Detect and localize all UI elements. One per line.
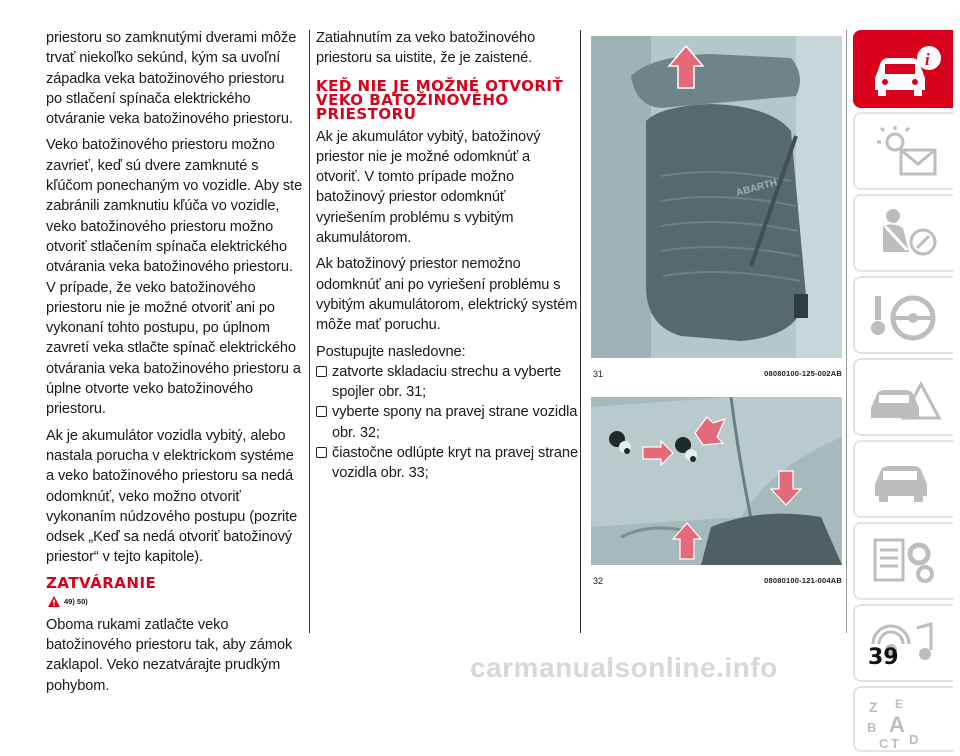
column-divider	[580, 30, 581, 633]
warning-triangle-icon	[48, 596, 60, 607]
figure-number: 32	[593, 576, 604, 586]
figure-31-image	[591, 36, 842, 358]
section-heading-closing: ZATVÁRANIE	[46, 573, 157, 592]
tab-maintenance[interactable]	[853, 440, 953, 518]
index-letter: A	[889, 712, 905, 737]
watermark[interactable]: carmanualsonline.info	[470, 652, 778, 683]
figure-code: 08080100-121-004AB	[764, 576, 842, 585]
step-text: zatvorte skladaciu strechu a vyberte spojler obr. 31;	[332, 363, 562, 401]
svg-text:i: i	[925, 50, 930, 69]
tab-driving[interactable]	[853, 276, 953, 354]
index-letter: C	[879, 736, 889, 750]
checkbox-bullet-icon	[316, 406, 327, 417]
paragraph: priestoru so zamknutými dverami môže trvať niekoľko sekúnd, kým sa uvoľní západka veka batožinového priestoru po stlačení spínača elektrického otváranie veka batožinového priestoru.	[46, 30, 297, 128]
paragraph: Oboma rukami zatlačte veko batožinového priestoru tak, aby zámok zaklapol. Veko nezatvárajte prudkým pohybom.	[46, 616, 293, 694]
tab-car-info[interactable]	[853, 30, 953, 108]
left-column	[46, 28, 304, 702]
tab-index[interactable]	[853, 686, 953, 752]
car-info-icon	[865, 40, 945, 100]
figure-code: 08080100-125-002AB	[764, 369, 842, 378]
warning-lights-icon	[865, 122, 945, 182]
index-letter: B	[867, 720, 877, 735]
figure-number: 31	[593, 369, 604, 379]
emergency-icon	[865, 368, 945, 428]
step-text: čiastočne odlúpte kryt na pravej strane vozidla obr. 33;	[332, 445, 578, 482]
tab-warning-lights[interactable]	[853, 112, 953, 190]
technical-data-icon	[865, 532, 945, 592]
tab-safety[interactable]	[853, 194, 953, 272]
middle-column	[316, 28, 578, 488]
maintenance-icon	[865, 450, 945, 510]
paragraph: Ak je akumulátor vybitý, batožinový priestor nie je možné odomknúť a otvoriť. V tomto prípade možno batožinový priestor odomknúť vyriešením problému s vybitým akumulátorom.	[316, 128, 541, 247]
safety-icon	[865, 204, 945, 264]
index-letter: D	[909, 732, 919, 747]
trunk-clips-illustration	[591, 397, 842, 565]
paragraph: Postupujte nasledovne:	[316, 343, 466, 360]
column-divider	[309, 30, 310, 633]
warning-refs[interactable]: 49) 50)	[64, 596, 88, 606]
steps-list	[316, 362, 578, 484]
index-icon	[865, 696, 945, 750]
checkbox-bullet-icon	[316, 447, 327, 458]
paragraph: Ak batožinový priestor nemožno odomknúť ani po vyriešení problému s vybitým akumulátorom, elektrický systém môže mať poruchu.	[316, 256, 578, 334]
figure-32-image	[591, 397, 842, 565]
driving-icon	[865, 286, 945, 346]
seat-illustration	[591, 36, 842, 358]
step-text: vyberte spony na pravej strane vozidla obr. 32;	[332, 404, 578, 441]
index-letter: E	[895, 697, 904, 711]
section-heading-cannot-open: KEĎ NIE JE MOŽNÉ OTVORIŤ VEKO BATOŽINOVÉHO PRIESTORU	[316, 76, 564, 123]
paragraph: Veko batožinového priestoru možno zavrieť, keď sú dvere zamknuté s kľúčom ponechaným vo vozidle. Aby ste zabránili zamknutiu kľúča vo vozidle, veko batožinového priestoru možno otvoriť stlačením spínača elektrického otvárania veka batožinového priestoru. V prípade, že veko batožinového priestoru nie je možné otvoriť ani po vykonaní tohto postupu, po úplnom zavretí veka stlačte spínač elektrického otvárania veka batožinového priestoru a úplne otvorte veko batožinového priestoru.	[46, 137, 303, 418]
sidebar-divider	[846, 30, 847, 633]
warning-reference	[48, 596, 304, 607]
tab-multimedia[interactable]	[853, 604, 953, 682]
checkbox-bullet-icon	[316, 366, 327, 377]
seat-badge: ABARTH	[734, 177, 779, 199]
tab-emergency[interactable]	[853, 358, 953, 436]
page-number: 39	[868, 645, 899, 670]
index-letter: T	[891, 736, 899, 750]
index-letter: Z	[869, 699, 878, 715]
list-item	[316, 402, 578, 443]
paragraph: Zatiahnutím za veko batožinového priestoru sa uistite, že je zaistené.	[316, 30, 536, 67]
paragraph: Ak je akumulátor vozidla vybitý, alebo nastala porucha v elektrickom systéme a veko batožinového priestoru sa nedá odomknúť, veko možno otvoriť vykonaním núdzového postupu (pozrite odsek „Keď sa nedá otvoriť batožinový priestor“ v tejto kapitole).	[46, 427, 298, 566]
list-item	[316, 362, 578, 403]
list-item	[316, 443, 578, 484]
tab-technical-data[interactable]	[853, 522, 953, 600]
